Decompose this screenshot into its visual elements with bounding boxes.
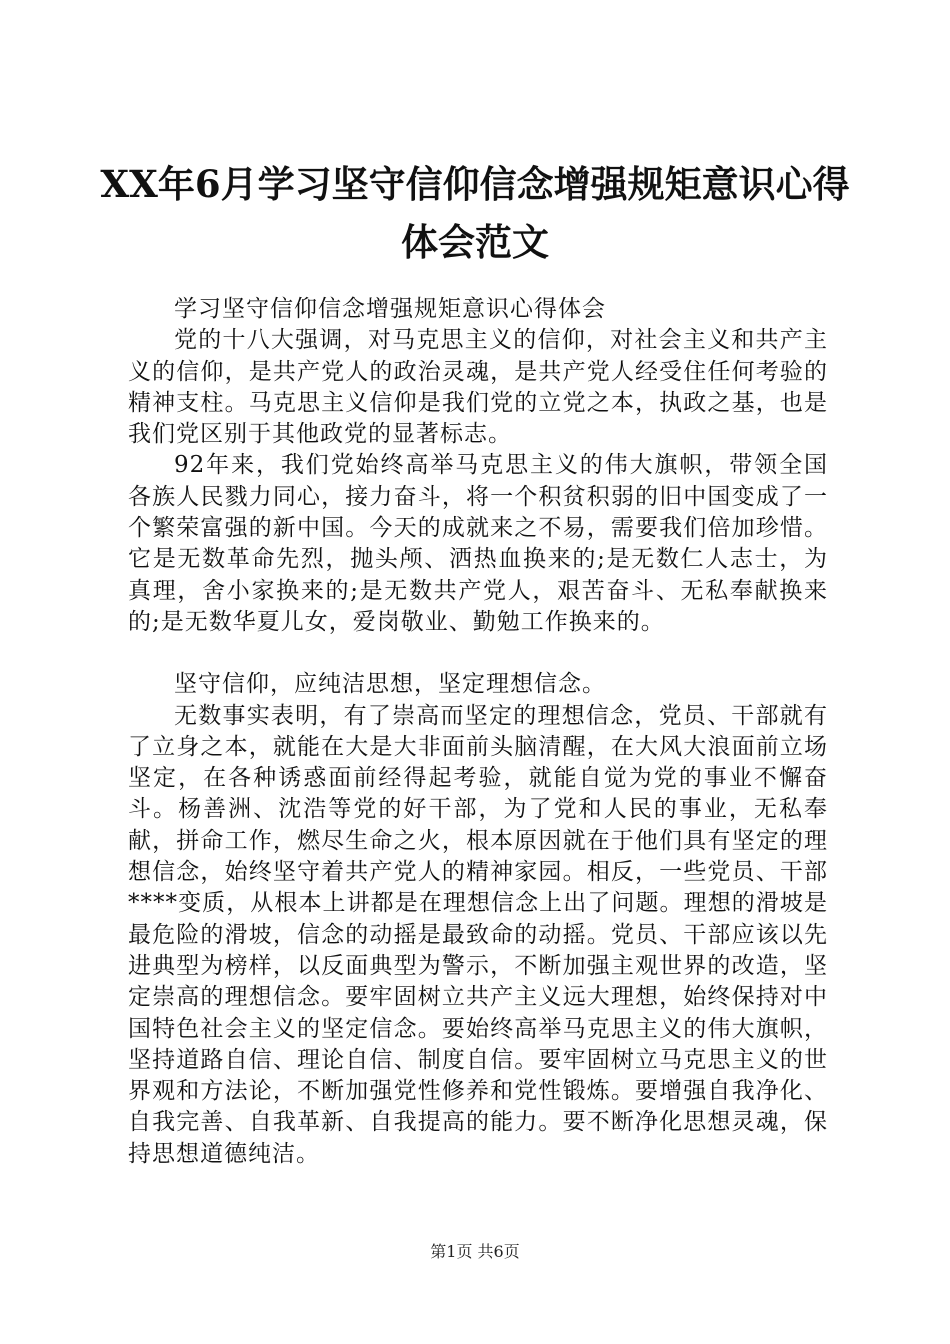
body-paragraph: 92年来，我们党始终高举马克思主义的伟大旗帜，带领全国各族人民戮力同心，接力奋斗，将一个积贫积弱的旧中国变成了一个繁荣富强的新中国。今天的成就来之不易，需要我们倍加珍惜。它是无数革命先烈，抛头颅、洒热血换来的;是无数仁人志士，为真理，舍小家换来的;是无数共产党人，艰苦奋斗、无私奉献换来的;是无数华夏儿女，爱岗敬业、勤勉工作换来的。 (128, 452, 828, 635)
document-body (128, 294, 828, 1170)
section-heading-paragraph: 坚守信仰，应纯洁思想，坚定理想信念。 (174, 671, 606, 698)
document-title-line-2: 体会范文 (401, 220, 549, 264)
page-footer: 第1页 共6页 (430, 1242, 520, 1261)
body-paragraph: 无数事实表明，有了崇高而坚定的理想信念，党员、干部就有了立身之本，就能在大是大非面前头脑清醒，在大风大浪面前立场坚定，在各种诱惑面前经得起考验，就能自觉为党的事业不懈奋斗。杨善洲、沈浩等党的好干部，为了党和人民的事业，无私奉献，拼命工作，燃尽生命之火，根本原因就在于他们具有坚定的理想信念，始终坚守着共产党人的精神家园。相反，一些党员、干部****变质，从根本上讲都是在理想信念上出了问题。理想的滑坡是最危险的滑坡，信念的动摇是最致命的动摇。党员、干部应该以先进典型为榜样，以反面典型为警示，不断加强主观世界的改造，坚定崇高的理想信念。要牢固树立共产主义远大理想，始终保持对中国特色社会主义的坚定信念。要始终高举马克思主义的伟大旗帜，坚持道路自信、理论自信、制度自信。要牢固树立马克思主义的世界观和方法论，不断加强党性修养和党性锻炼。要增强自我净化、自我完善、自我革新、自我提高的能力。要不断净化思想灵魂，保持思想道德纯洁。 (128, 702, 828, 1167)
body-paragraph: 党的十八大强调，对马克思主义的信仰，对社会主义和共产主义的信仰，是共产党人的政治灵魂，是共产党人经受住任何考验的精神支柱。马克思主义信仰是我们党的立党之本，执政之基，也是我们党区别于其他政党的显著标志。 (128, 327, 828, 448)
document-title-line-1: XX年6月学习坚守信仰信念增强规矩意识心得 (100, 162, 850, 206)
subtitle-paragraph: 学习坚守信仰信念增强规矩意识心得体会 (174, 296, 606, 322)
